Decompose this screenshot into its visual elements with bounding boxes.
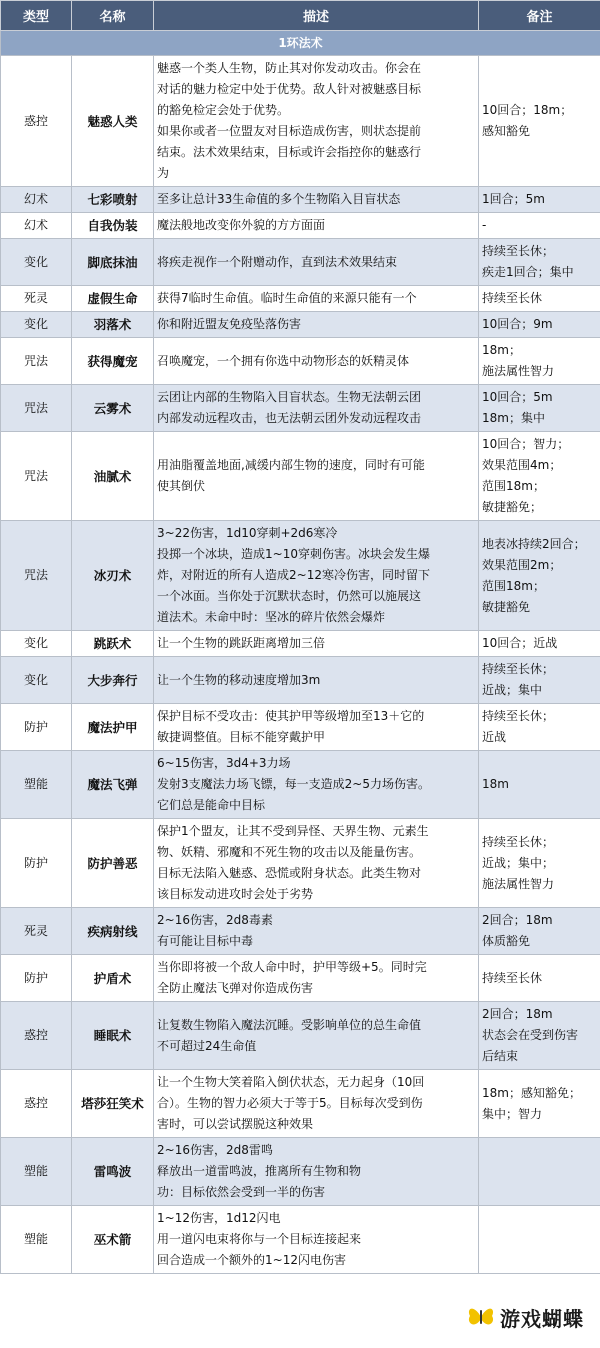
spell-note (479, 1206, 600, 1274)
spell-row (1, 187, 600, 213)
spell-description: 魅惑一个类人生物，防止其对你发动攻击。你会在 对话的魅力检定中处于优势。敌人针对被魅惑目标 的豁免检定会处于优势。 如果你或者一位盟友对目标造成伤害，则状态提前 结束。法术效果结束，目标或许会指控你的魅惑行 为 (154, 56, 479, 187)
spell-note (479, 1138, 600, 1206)
spell-description: 用油脂覆盖地面,减缓内部生物的速度，同时有可能 使其倒伏 (154, 432, 479, 521)
spell-description: 让一个生物的移动速度增加3m (154, 657, 479, 704)
spell-note: 持续至长休； 疾走1回合；集中 (479, 239, 600, 286)
spell-type: 防护 (1, 704, 72, 751)
spell-type: 惑控 (1, 1070, 72, 1138)
spell-description: 将疾走视作一个附赠动作，直到法术效果结束 (154, 239, 479, 286)
spell-type: 惑控 (1, 56, 72, 187)
spell-type: 咒法 (1, 521, 72, 631)
spell-note: 18m (479, 751, 600, 819)
watermark-text: 游戏蝴蝶 (500, 1306, 584, 1331)
spell-note: 18m；感知豁免； 集中；智力 (479, 1070, 600, 1138)
header-type: 类型 (1, 1, 72, 31)
spell-description: 2~16伤害，2d8毒素 有可能让目标中毒 (154, 908, 479, 955)
spell-name: 魅惑人类 (72, 56, 154, 187)
spell-row (1, 1002, 600, 1070)
spell-note: 18m； 施法属性智力 (479, 338, 600, 385)
spell-description: 获得7临时生命值。临时生命值的来源只能有一个 (154, 286, 479, 312)
spell-note: 10回合；9m (479, 312, 600, 338)
spell-row (1, 751, 600, 819)
header-row (1, 1, 600, 31)
header-note: 备注 (479, 1, 600, 31)
spell-row (1, 239, 600, 286)
spell-name: 脚底抹油 (72, 239, 154, 286)
spell-type: 幻术 (1, 213, 72, 239)
spell-row (1, 56, 600, 187)
spell-type: 幻术 (1, 187, 72, 213)
spell-description: 当你即将被一个敌人命中时，护甲等级+5。同时完 全防止魔法飞弹对你造成伤害 (154, 955, 479, 1002)
spell-name: 雷鸣波 (72, 1138, 154, 1206)
spell-name: 油腻术 (72, 432, 154, 521)
spell-row (1, 704, 600, 751)
spell-type: 死灵 (1, 908, 72, 955)
spell-description: 召唤魔宠，一个拥有你选中动物形态的妖精灵体 (154, 338, 479, 385)
spell-name: 塔莎狂笑术 (72, 1070, 154, 1138)
spell-note: 1回合；5m (479, 187, 600, 213)
watermark (464, 1296, 592, 1338)
spell-type: 咒法 (1, 432, 72, 521)
spell-description: 3~22伤害，1d10穿刺+2d6寒冷 投掷一个冰块，造成1~10穿刺伤害。冰块会发生爆 炸，对附近的所有人造成2~12寒冷伤害，同时留下 一个冰面。当你处于沉默状态时，仍然可以施展这 道法术。未命中时：坚冰的碎片依然会爆炸 (154, 521, 479, 631)
spell-row (1, 1070, 600, 1138)
spell-row (1, 955, 600, 1002)
spell-name: 虚假生命 (72, 286, 154, 312)
spell-row (1, 338, 600, 385)
spell-name: 七彩喷射 (72, 187, 154, 213)
spell-name: 云雾术 (72, 385, 154, 432)
spell-type: 变化 (1, 657, 72, 704)
spell-row (1, 1138, 600, 1206)
spell-note: 地表冰持续2回合； 效果范围2m； 范围18m； 敏捷豁免 (479, 521, 600, 631)
spell-row (1, 286, 600, 312)
spell-row (1, 908, 600, 955)
spell-row (1, 1206, 600, 1274)
spell-name: 魔法飞弹 (72, 751, 154, 819)
spell-description: 1~12伤害，1d12闪电 用一道闪电束将你与一个目标连接起来 回合造成一个额外的1~12闪电伤害 (154, 1206, 479, 1274)
spell-name: 羽落术 (72, 312, 154, 338)
spell-type: 塑能 (1, 1206, 72, 1274)
butterfly-logo-icon (466, 1302, 496, 1332)
spell-note: 10回合；5m 18m；集中 (479, 385, 600, 432)
spell-description: 2~16伤害，2d8雷鸣 释放出一道雷鸣波，推离所有生物和物 功：目标依然会受到一半的伤害 (154, 1138, 479, 1206)
spell-name: 护盾术 (72, 955, 154, 1002)
spell-description: 让一个生物大笑着陷入倒伏状态，无力起身（10回 合）。生物的智力必须大于等于5。目标每次受到伤 害时，可以尝试摆脱这种效果 (154, 1070, 479, 1138)
spell-note: 持续至长休； 近战；集中； 施法属性智力 (479, 819, 600, 908)
header-name: 名称 (72, 1, 154, 31)
spell-type: 惑控 (1, 1002, 72, 1070)
spell-row (1, 521, 600, 631)
spell-row (1, 631, 600, 657)
spell-name: 魔法护甲 (72, 704, 154, 751)
spell-note: 持续至长休； 近战 (479, 704, 600, 751)
spell-description: 保护1个盟友，让其不受到异怪、天界生物、元素生 物、妖精、邪魔和不死生物的攻击以及能量伤害。 目标无法陷入魅惑、恐慌或附身状态。此类生物对 该目标发动进攻时会处于劣势 (154, 819, 479, 908)
spell-note: 持续至长休 (479, 286, 600, 312)
spell-description: 魔法般地改变你外貌的方方面面 (154, 213, 479, 239)
spell-note: 10回合；18m； 感知豁免 (479, 56, 600, 187)
spell-name: 跳跃术 (72, 631, 154, 657)
spell-type: 变化 (1, 631, 72, 657)
spell-note: 10回合；近战 (479, 631, 600, 657)
spell-description: 让复数生物陷入魔法沉睡。受影响单位的总生命值 不可超过24生命值 (154, 1002, 479, 1070)
spell-note: 持续至长休 (479, 955, 600, 1002)
spell-description: 至多让总计33生命值的多个生物陷入目盲状态 (154, 187, 479, 213)
section-title: 1环法术 (1, 31, 600, 56)
spell-type: 防护 (1, 955, 72, 1002)
spell-name: 获得魔宠 (72, 338, 154, 385)
spell-description: 你和附近盟友免疫坠落伤害 (154, 312, 479, 338)
spell-name: 巫术箭 (72, 1206, 154, 1274)
spell-name: 疾病射线 (72, 908, 154, 955)
spell-type: 死灵 (1, 286, 72, 312)
spell-type: 塑能 (1, 751, 72, 819)
spell-note: 2回合；18m 体质豁免 (479, 908, 600, 955)
section-row (1, 31, 600, 56)
spell-type: 咒法 (1, 338, 72, 385)
spell-description: 保护目标不受攻击：使其护甲等级增加至13＋它的 敏捷调整值。目标不能穿戴护甲 (154, 704, 479, 751)
spell-note: 持续至长休； 近战；集中 (479, 657, 600, 704)
spell-row (1, 312, 600, 338)
spell-type: 咒法 (1, 385, 72, 432)
spell-name: 大步奔行 (72, 657, 154, 704)
spell-description: 云团让内部的生物陷入目盲状态。生物无法朝云团 内部发动远程攻击，也无法朝云团外发动远程攻击 (154, 385, 479, 432)
spell-row (1, 657, 600, 704)
spell-type: 变化 (1, 312, 72, 338)
spell-note: 10回合；智力； 效果范围4m； 范围18m； 敏捷豁免； (479, 432, 600, 521)
spell-note: - (479, 213, 600, 239)
spell-row (1, 213, 600, 239)
spell-description: 6~15伤害，3d4+3力场 发射3支魔法力场飞镖，每一支造成2~5力场伤害。 它们总是能命中目标 (154, 751, 479, 819)
spell-type: 防护 (1, 819, 72, 908)
spell-type: 变化 (1, 239, 72, 286)
spell-note: 2回合；18m 状态会在受到伤害 后结束 (479, 1002, 600, 1070)
spell-type: 塑能 (1, 1138, 72, 1206)
header-desc: 描述 (154, 1, 479, 31)
spell-name: 睡眠术 (72, 1002, 154, 1070)
spell-row (1, 819, 600, 908)
spell-name: 防护善恶 (72, 819, 154, 908)
spell-row (1, 432, 600, 521)
spell-description: 让一个生物的跳跃距离增加三倍 (154, 631, 479, 657)
spell-row (1, 385, 600, 432)
spell-name: 冰刃术 (72, 521, 154, 631)
spell-name: 自我伪装 (72, 213, 154, 239)
